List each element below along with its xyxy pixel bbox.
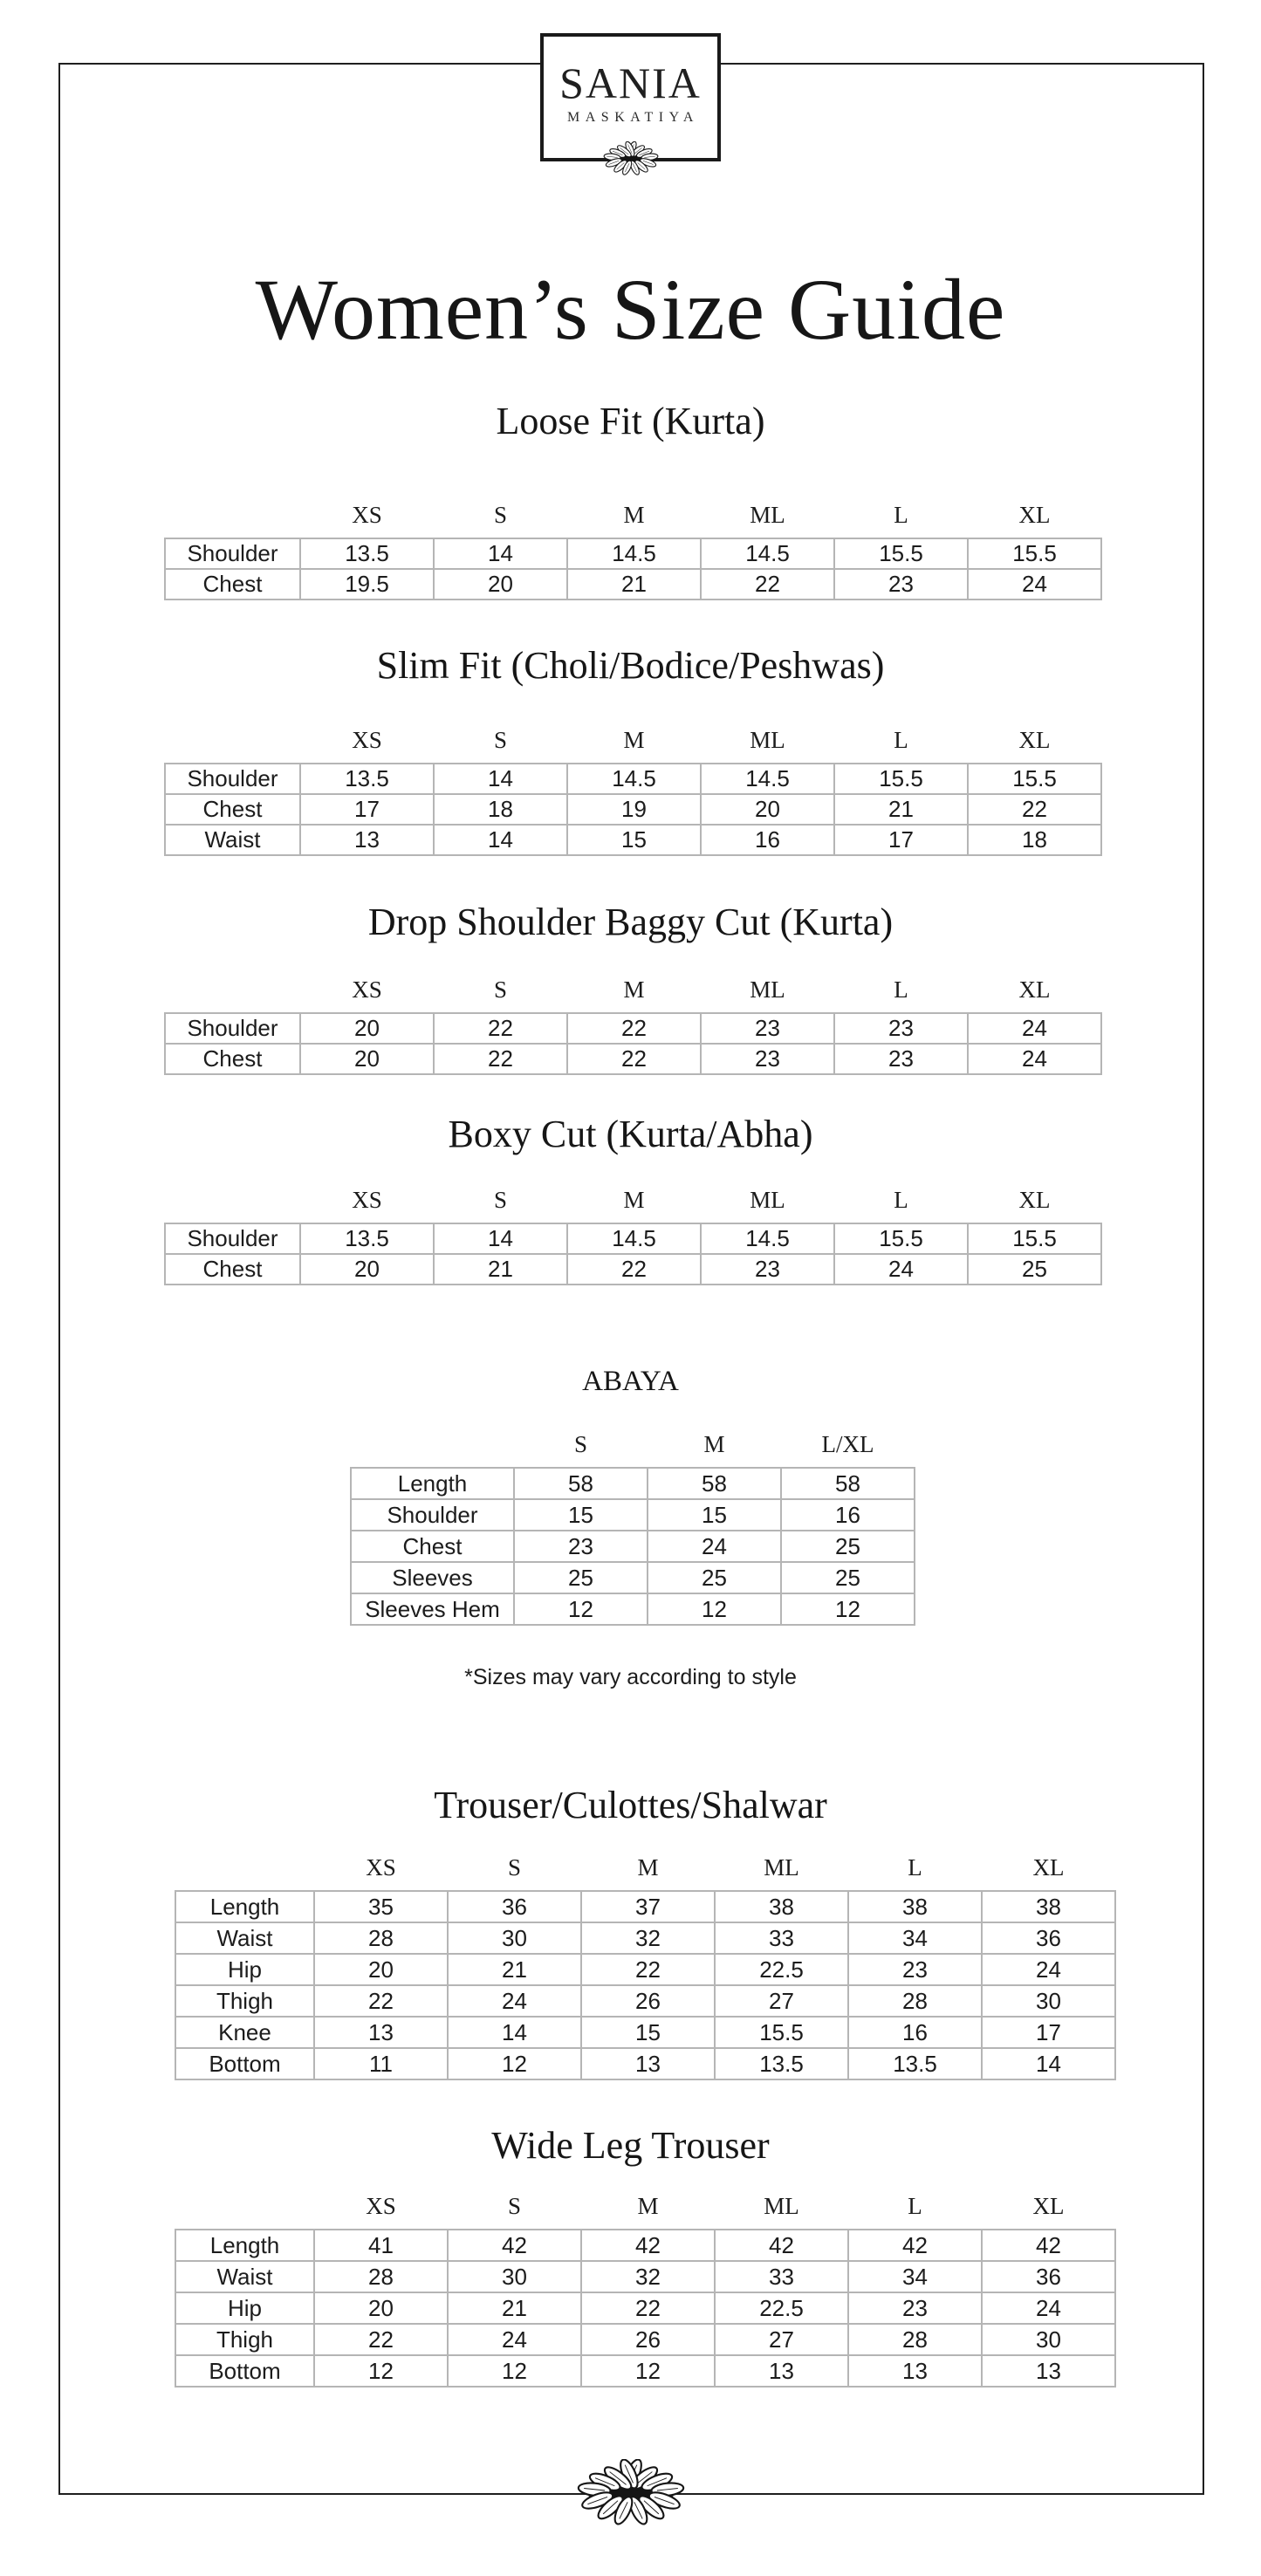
- size-value-cell: 15.5: [968, 538, 1101, 569]
- size-value-cell: 17: [834, 825, 968, 855]
- table-row: [165, 569, 1101, 599]
- size-column-header: S: [573, 1430, 588, 1457]
- size-value-cell: 14: [448, 2017, 581, 2048]
- size-column-header: M: [623, 1186, 645, 1213]
- size-value-cell: 13.5: [300, 764, 434, 794]
- size-column-header: L: [908, 1853, 922, 1881]
- size-value-cell: 15.5: [968, 1223, 1101, 1254]
- size-column-header: M: [637, 1853, 659, 1881]
- table-row: [165, 825, 1101, 855]
- size-column-header: XL: [1018, 501, 1051, 528]
- size-value-cell: 36: [448, 1891, 581, 1922]
- size-value-cell: 17: [982, 2017, 1115, 2048]
- size-column-header: ML: [764, 1853, 799, 1881]
- measurement-label: Waist: [175, 2261, 314, 2292]
- size-value-cell: 13: [982, 2355, 1115, 2387]
- size-value-cell: 15: [648, 1499, 781, 1531]
- section-heading-boxy-cut: Boxy Cut (Kurta/Abha): [448, 1113, 813, 1155]
- measurement-label: Shoulder: [165, 764, 300, 794]
- size-value-cell: 26: [581, 1985, 715, 2017]
- size-value-cell: 24: [648, 1531, 781, 1562]
- size-value-cell: 30: [982, 2324, 1115, 2355]
- size-value-cell: 24: [448, 2324, 581, 2355]
- measurement-label: Chest: [165, 569, 300, 599]
- size-value-cell: 15.5: [715, 2017, 848, 2048]
- size-column-header: S: [493, 726, 508, 753]
- size-value-cell: 13: [715, 2355, 848, 2387]
- size-value-cell: 22: [968, 794, 1101, 825]
- size-table: [164, 492, 1102, 600]
- size-column-header: M: [623, 976, 645, 1003]
- measurement-label: Bottom: [175, 2048, 314, 2079]
- size-value-cell: 21: [434, 1254, 567, 1285]
- table-corner-cell: [175, 1845, 314, 1891]
- measurement-label: Shoulder: [351, 1499, 514, 1531]
- size-table: [175, 1845, 1116, 2080]
- size-column-header: L/XL: [821, 1430, 874, 1457]
- size-column-header: M: [703, 1430, 725, 1457]
- size-header-row: [165, 492, 1101, 538]
- table-corner-cell: [165, 717, 300, 764]
- size-value-cell: 14.5: [701, 538, 834, 569]
- size-value-cell: 23: [834, 1013, 968, 1044]
- measurement-label: Thigh: [175, 2324, 314, 2355]
- size-value-cell: 36: [982, 2261, 1115, 2292]
- measurement-label: Chest: [165, 794, 300, 825]
- size-value-cell: 23: [701, 1013, 834, 1044]
- size-value-cell: 12: [781, 1593, 915, 1625]
- size-value-cell: 28: [848, 1985, 982, 2017]
- size-value-cell: 23: [834, 1044, 968, 1074]
- table-row: [165, 1223, 1101, 1254]
- table-row: [175, 1922, 1115, 1954]
- size-value-cell: 20: [314, 1954, 448, 1985]
- size-column-header: L: [894, 976, 908, 1003]
- size-value-cell: 35: [314, 1891, 448, 1922]
- table-corner-cell: [165, 967, 300, 1013]
- size-value-cell: 12: [314, 2355, 448, 2387]
- size-value-cell: 12: [581, 2355, 715, 2387]
- size-column-header: XS: [366, 1853, 396, 1881]
- size-value-cell: 14: [434, 764, 567, 794]
- size-value-cell: 15: [567, 825, 701, 855]
- size-column-header: ML: [750, 726, 785, 753]
- brand-name: SANIA: [559, 58, 702, 107]
- size-value-cell: 12: [448, 2355, 581, 2387]
- size-column-header: XS: [352, 976, 382, 1003]
- size-table-loose-fit: [164, 492, 1102, 600]
- size-value-cell: 16: [848, 2017, 982, 2048]
- size-header-row: [165, 967, 1101, 1013]
- size-table-boxy-cut: [164, 1177, 1102, 1285]
- size-header-row: [351, 1422, 915, 1468]
- table-row: [165, 1254, 1101, 1285]
- measurement-label: Hip: [175, 2292, 314, 2324]
- size-value-cell: 23: [701, 1044, 834, 1074]
- size-value-cell: 21: [448, 2292, 581, 2324]
- size-value-cell: 12: [514, 1593, 648, 1625]
- section-heading-abaya: ABAYA: [582, 1366, 679, 1397]
- size-value-cell: 23: [834, 569, 968, 599]
- size-table: [164, 967, 1102, 1075]
- measurement-label: Shoulder: [165, 1223, 300, 1254]
- laurel-leaves-ornament-icon: [550, 2459, 712, 2527]
- size-value-cell: 28: [848, 2324, 982, 2355]
- size-value-cell: 20: [300, 1254, 434, 1285]
- size-column-header: L: [894, 726, 908, 753]
- size-value-cell: 15.5: [834, 538, 968, 569]
- size-column-header: XL: [1018, 1186, 1051, 1213]
- size-value-cell: 15.5: [834, 1223, 968, 1254]
- size-column-header: ML: [750, 501, 785, 528]
- size-value-cell: 24: [834, 1254, 968, 1285]
- size-value-cell: 16: [701, 825, 834, 855]
- size-value-cell: 33: [715, 2261, 848, 2292]
- size-value-cell: 26: [581, 2324, 715, 2355]
- measurement-label: Waist: [175, 1922, 314, 1954]
- size-value-cell: 42: [715, 2230, 848, 2261]
- size-header-row: [175, 2183, 1115, 2230]
- size-value-cell: 58: [514, 1468, 648, 1499]
- size-value-cell: 42: [848, 2230, 982, 2261]
- size-value-cell: 14.5: [701, 1223, 834, 1254]
- measurement-label: Chest: [351, 1531, 514, 1562]
- size-column-header: XL: [1032, 1853, 1065, 1881]
- size-value-cell: 20: [314, 2292, 448, 2324]
- measurement-label: Thigh: [175, 1985, 314, 2017]
- table-row: [165, 538, 1101, 569]
- size-value-cell: 38: [982, 1891, 1115, 1922]
- size-value-cell: 15.5: [968, 764, 1101, 794]
- table-row: [351, 1499, 915, 1531]
- size-value-cell: 14: [434, 1223, 567, 1254]
- size-value-cell: 13: [848, 2355, 982, 2387]
- size-value-cell: 14: [434, 538, 567, 569]
- size-column-header: M: [623, 726, 645, 753]
- size-value-cell: 14: [982, 2048, 1115, 2079]
- size-value-cell: 13: [300, 825, 434, 855]
- size-column-header: XS: [366, 2192, 396, 2219]
- size-value-cell: 17: [300, 794, 434, 825]
- size-value-cell: 13.5: [715, 2048, 848, 2079]
- section-heading-slim-fit: Slim Fit (Choli/Bodice/Peshwas): [376, 644, 885, 687]
- size-value-cell: 33: [715, 1922, 848, 1954]
- laurel-leaves-ornament-icon: [589, 141, 672, 176]
- size-value-cell: 34: [848, 2261, 982, 2292]
- size-value-cell: 25: [514, 1562, 648, 1593]
- size-value-cell: 24: [968, 569, 1101, 599]
- table-row: [175, 1891, 1115, 1922]
- size-value-cell: 58: [648, 1468, 781, 1499]
- size-table: [350, 1422, 915, 1626]
- table-row: [175, 2017, 1115, 2048]
- size-value-cell: 23: [848, 1954, 982, 1985]
- size-value-cell: 30: [448, 1922, 581, 1954]
- size-value-cell: 22: [434, 1044, 567, 1074]
- size-value-cell: 18: [434, 794, 567, 825]
- size-value-cell: 25: [968, 1254, 1101, 1285]
- brand-logo: [540, 33, 721, 161]
- size-value-cell: 42: [448, 2230, 581, 2261]
- size-value-cell: 42: [982, 2230, 1115, 2261]
- measurement-label: Chest: [165, 1254, 300, 1285]
- table-row: [175, 1985, 1115, 2017]
- size-value-cell: 18: [968, 825, 1101, 855]
- size-table-wide-leg-trouser: [175, 2183, 1116, 2388]
- section-heading-drop-shoulder: Drop Shoulder Baggy Cut (Kurta): [367, 901, 894, 943]
- table-row: [351, 1468, 915, 1499]
- table-row: [165, 764, 1101, 794]
- table-row: [175, 2292, 1115, 2324]
- size-column-header: XS: [352, 501, 382, 528]
- size-value-cell: 22: [567, 1044, 701, 1074]
- size-column-header: L: [908, 2192, 922, 2219]
- size-value-cell: 23: [848, 2292, 982, 2324]
- size-value-cell: 34: [848, 1922, 982, 1954]
- size-value-cell: 14.5: [567, 538, 701, 569]
- size-value-cell: 25: [781, 1531, 915, 1562]
- size-value-cell: 21: [567, 569, 701, 599]
- table-row: [175, 2261, 1115, 2292]
- size-column-header: XL: [1032, 2192, 1065, 2219]
- table-corner-cell: [175, 2183, 314, 2230]
- size-column-header: ML: [750, 976, 785, 1003]
- size-value-cell: 27: [715, 1985, 848, 2017]
- size-value-cell: 28: [314, 2261, 448, 2292]
- size-value-cell: 12: [648, 1593, 781, 1625]
- size-value-cell: 38: [848, 1891, 982, 1922]
- brand-subname: MASKATIYA: [567, 110, 699, 125]
- size-column-header: XL: [1018, 976, 1051, 1003]
- measurement-label: Bottom: [175, 2355, 314, 2387]
- size-value-cell: 14.5: [701, 764, 834, 794]
- size-table: [164, 1177, 1102, 1285]
- size-value-cell: 24: [448, 1985, 581, 2017]
- table-row: [165, 1013, 1101, 1044]
- measurement-label: Shoulder: [165, 1013, 300, 1044]
- size-column-header: S: [507, 1853, 522, 1881]
- table-row: [165, 1044, 1101, 1074]
- size-value-cell: 24: [968, 1013, 1101, 1044]
- size-value-cell: 32: [581, 2261, 715, 2292]
- table-row: [351, 1593, 915, 1625]
- measurement-label: Knee: [175, 2017, 314, 2048]
- size-value-cell: 14.5: [567, 1223, 701, 1254]
- size-value-cell: 20: [434, 569, 567, 599]
- table-corner-cell: [165, 1177, 300, 1223]
- size-value-cell: 13: [581, 2048, 715, 2079]
- size-value-cell: 25: [648, 1562, 781, 1593]
- size-column-header: S: [493, 501, 508, 528]
- size-column-header: M: [623, 501, 645, 528]
- size-value-cell: 13.5: [300, 538, 434, 569]
- table-row: [175, 2324, 1115, 2355]
- table-row: [165, 794, 1101, 825]
- measurement-label: Length: [175, 2230, 314, 2261]
- table-row: [351, 1531, 915, 1562]
- size-table: [175, 2183, 1116, 2388]
- table-row: [351, 1562, 915, 1593]
- size-column-header: S: [493, 1186, 508, 1213]
- size-value-cell: 58: [781, 1468, 915, 1499]
- size-value-cell: 22.5: [715, 1954, 848, 1985]
- size-column-header: L: [894, 501, 908, 528]
- size-value-cell: 22: [314, 1985, 448, 2017]
- size-header-row: [175, 1845, 1115, 1891]
- measurement-label: Sleeves: [351, 1562, 514, 1593]
- size-value-cell: 16: [781, 1499, 915, 1531]
- size-value-cell: 28: [314, 1922, 448, 1954]
- size-value-cell: 15.5: [834, 764, 968, 794]
- size-value-cell: 22: [567, 1254, 701, 1285]
- size-value-cell: 24: [982, 2292, 1115, 2324]
- size-column-header: XS: [352, 1186, 382, 1213]
- sizes-note: *Sizes may vary according to style: [464, 1665, 797, 1689]
- size-table-trouser: [175, 1845, 1116, 2080]
- size-value-cell: 22: [701, 569, 834, 599]
- size-value-cell: 22: [567, 1013, 701, 1044]
- size-value-cell: 13.5: [848, 2048, 982, 2079]
- size-value-cell: 20: [701, 794, 834, 825]
- size-value-cell: 24: [982, 1954, 1115, 1985]
- size-header-row: [165, 1177, 1101, 1223]
- size-value-cell: 32: [581, 1922, 715, 1954]
- table-row: [175, 1954, 1115, 1985]
- size-value-cell: 22: [314, 2324, 448, 2355]
- size-value-cell: 11: [314, 2048, 448, 2079]
- size-value-cell: 27: [715, 2324, 848, 2355]
- size-value-cell: 21: [834, 794, 968, 825]
- size-column-header: ML: [750, 1186, 785, 1213]
- measurement-label: Sleeves Hem: [351, 1593, 514, 1625]
- size-value-cell: 14: [434, 825, 567, 855]
- table-row: [175, 2048, 1115, 2079]
- size-table-drop-shoulder: [164, 967, 1102, 1075]
- size-value-cell: 13: [314, 2017, 448, 2048]
- size-value-cell: 20: [300, 1044, 434, 1074]
- size-value-cell: 23: [514, 1531, 648, 1562]
- size-table-abaya: [350, 1422, 915, 1626]
- size-value-cell: 13.5: [300, 1223, 434, 1254]
- size-header-row: [165, 717, 1101, 764]
- measurement-label: Length: [175, 1891, 314, 1922]
- size-value-cell: 14.5: [567, 764, 701, 794]
- size-value-cell: 23: [701, 1254, 834, 1285]
- table-row: [175, 2230, 1115, 2261]
- section-heading-loose-fit: Loose Fit (Kurta): [496, 400, 765, 442]
- size-value-cell: 25: [781, 1562, 915, 1593]
- size-column-header: ML: [764, 2192, 799, 2219]
- size-column-header: XL: [1018, 726, 1051, 753]
- size-value-cell: 22: [581, 2292, 715, 2324]
- table-corner-cell: [351, 1422, 514, 1468]
- size-value-cell: 30: [448, 2261, 581, 2292]
- size-value-cell: 19: [567, 794, 701, 825]
- table-corner-cell: [165, 492, 300, 538]
- table-row: [175, 2355, 1115, 2387]
- measurement-label: Shoulder: [165, 538, 300, 569]
- size-value-cell: 37: [581, 1891, 715, 1922]
- size-value-cell: 12: [448, 2048, 581, 2079]
- size-column-header: L: [894, 1186, 908, 1213]
- size-value-cell: 24: [968, 1044, 1101, 1074]
- size-value-cell: 15: [514, 1499, 648, 1531]
- size-table-slim-fit: [164, 717, 1102, 856]
- size-column-header: XS: [352, 726, 382, 753]
- size-value-cell: 21: [448, 1954, 581, 1985]
- size-value-cell: 41: [314, 2230, 448, 2261]
- size-value-cell: 36: [982, 1922, 1115, 1954]
- page-title: Women’s Size Guide: [255, 261, 1006, 358]
- measurement-label: Waist: [165, 825, 300, 855]
- size-column-header: M: [637, 2192, 659, 2219]
- measurement-label: Hip: [175, 1954, 314, 1985]
- size-value-cell: 38: [715, 1891, 848, 1922]
- size-column-header: S: [493, 976, 508, 1003]
- size-value-cell: 30: [982, 1985, 1115, 2017]
- size-value-cell: 22.5: [715, 2292, 848, 2324]
- section-heading-wide-leg-trouser: Wide Leg Trouser: [491, 2124, 770, 2167]
- section-heading-trouser: Trouser/Culottes/Shalwar: [434, 1784, 827, 1826]
- size-value-cell: 19.5: [300, 569, 434, 599]
- measurement-label: Length: [351, 1468, 514, 1499]
- size-table: [164, 717, 1102, 856]
- size-value-cell: 22: [434, 1013, 567, 1044]
- measurement-label: Chest: [165, 1044, 300, 1074]
- size-value-cell: 22: [581, 1954, 715, 1985]
- size-value-cell: 15: [581, 2017, 715, 2048]
- size-value-cell: 42: [581, 2230, 715, 2261]
- size-value-cell: 20: [300, 1013, 434, 1044]
- size-column-header: S: [507, 2192, 522, 2219]
